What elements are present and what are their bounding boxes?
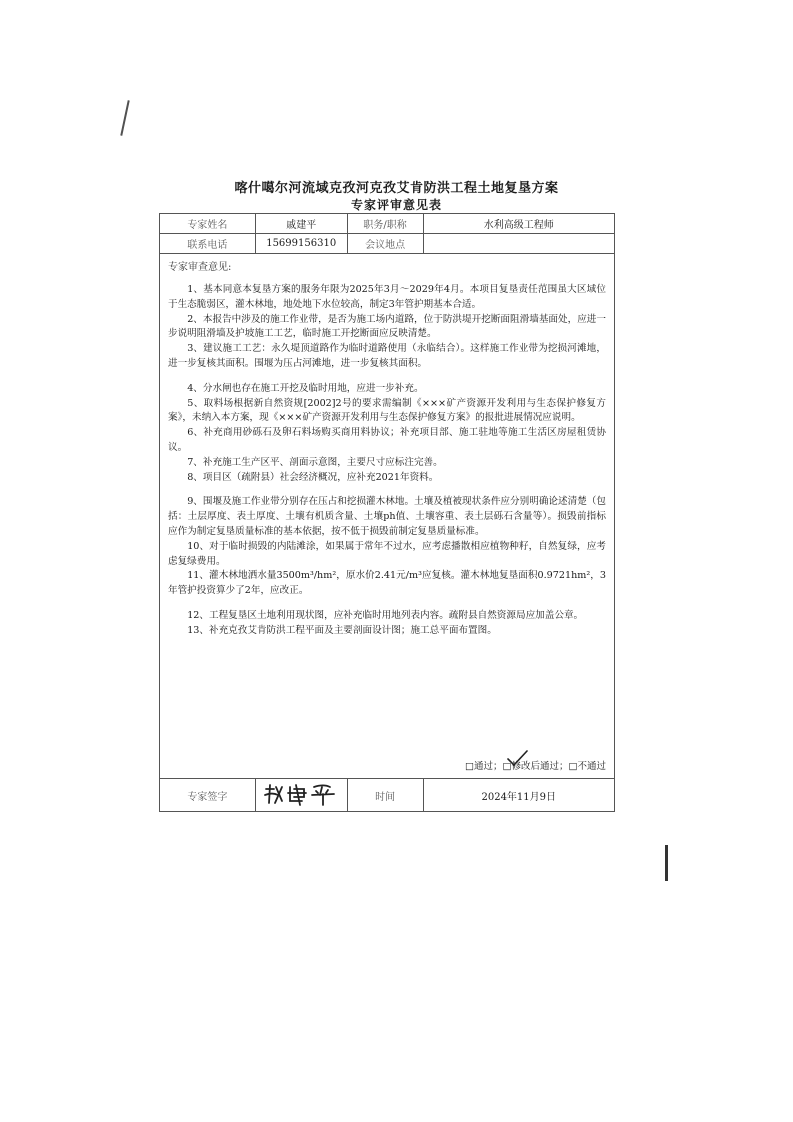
form-row-signature	[160, 779, 615, 812]
result-pass-option: □通过；	[465, 761, 503, 772]
opinion-item: 4、分水闸也存在施工开挖及临时用地，应进一步补充。	[187, 382, 424, 394]
scan-pen-mark	[120, 100, 129, 136]
form-row-expert	[160, 214, 615, 234]
opinion-item: 10、对于临时损毁的内陆滩涂，如果属于常年不过水，应考虑播散相应植物种籽，自然复绿，应考虑复绿费用。	[168, 540, 606, 567]
opinion-item: 1、基本同意本复垦方案的服务年限为2025年3月～2029年4月。本项目复垦责任范围虽大区域位于生态脆弱区，灌木林地，地处地下水位较高，制定3年管护期基本合适。	[168, 284, 606, 310]
opinion-item: 13、补充克孜艾肯防洪工程平面及主要剖面设计图；施工总平面布置图。	[187, 624, 497, 636]
form-row-contact	[160, 234, 615, 254]
opinion-item: 8、项目区（疏附县）社会经济概况，应补充2021年资料。	[187, 471, 439, 483]
opinion-item: 2、本报告中涉及的施工作业带，是否为施工场内道路，位于防洪堤开挖断面阻滑墙基面处，应进一步说明阻滑墙及护坡施工工艺，临时施工开挖断面应反映清楚。	[168, 313, 606, 340]
position-value: 水利高级工程师	[423, 214, 614, 234]
review-form-table	[159, 213, 615, 812]
venue-value	[423, 234, 614, 254]
checkmark-icon	[506, 750, 528, 766]
scan-edge-mark	[665, 845, 668, 881]
document-subtitle: 专家评审意见表	[350, 198, 442, 212]
signature-image	[260, 781, 342, 807]
phone-label: 联系电话	[160, 234, 256, 254]
venue-label: 会议地点	[347, 234, 423, 254]
date-value: 2024年11月9日	[423, 779, 614, 812]
opinion-cell	[160, 254, 615, 779]
expert-name-value: 戚建平	[255, 214, 347, 234]
result-fail-option: □不通过	[568, 761, 606, 772]
opinion-item: 5、取料场根据新自然资规[2002]2号的要求需编制《×××矿产资源开发利用与生态保护修复方案》，未纳入本方案，现《×××矿产资源开发利用与生态保护修复方案》的报批进展情况应说明。	[168, 397, 606, 424]
document-title: 喀什噶尔河流域克孜河克孜艾肯防洪工程土地复垦方案	[234, 181, 559, 196]
time-label: 时间	[347, 779, 423, 812]
opinion-item: 7、补充施工生产区平、剖面示意图，主要尺寸应标注完善。	[187, 456, 443, 468]
form-row-opinions	[160, 254, 615, 779]
signature-label: 专家签字	[160, 779, 256, 812]
opinion-item: 6、补充商用砂砾石及卵石料场购买商用料协议；补充项目部、施工驻地等施工生活区房屋租赁协议。	[168, 427, 606, 453]
review-result-options	[465, 758, 606, 772]
phone-value: 15699156310	[255, 234, 347, 254]
expert-name-label: 专家姓名	[160, 214, 256, 234]
signature-cell	[255, 779, 347, 812]
result-pass-after-revision-option: □修改后通过；	[502, 761, 569, 772]
position-label: 职务/职称	[347, 214, 423, 234]
opinion-item: 3、建议施工工艺：永久堤顶道路作为临时道路使用（永临结合）。这样施工作业带为挖损河滩地，进一步复核其面积。围堰为压占河滩地，进一步复核其面积。	[168, 343, 606, 369]
opinion-item: 9、围堰及施工作业带分别存在压占和挖损灌木林地。土壤及植被现状条件应分别明确论述清楚（包括：土层厚度、表土厚度、土壤有机质含量、土壤ph值、土壤容重、表土层砾石含量等）。损毁前指标应作为制定复垦质量标准的基本依据，按不低于损毁前制定复垦质量标准。	[168, 496, 606, 537]
opinion-item: 12、工程复垦区土地利用现状图，应补充临时用地列表内容。疏附县自然资源局应加盖公章。	[187, 609, 584, 621]
opinion-item: 11、灌木林地洒水量3500m³/hm²，原水价2.41元/m³应复核。灌木林地复垦面积0.9721hm²，3年管护投资算少了2年，应改正。	[168, 570, 606, 597]
opinion-heading: 专家审查意见:	[168, 262, 232, 273]
